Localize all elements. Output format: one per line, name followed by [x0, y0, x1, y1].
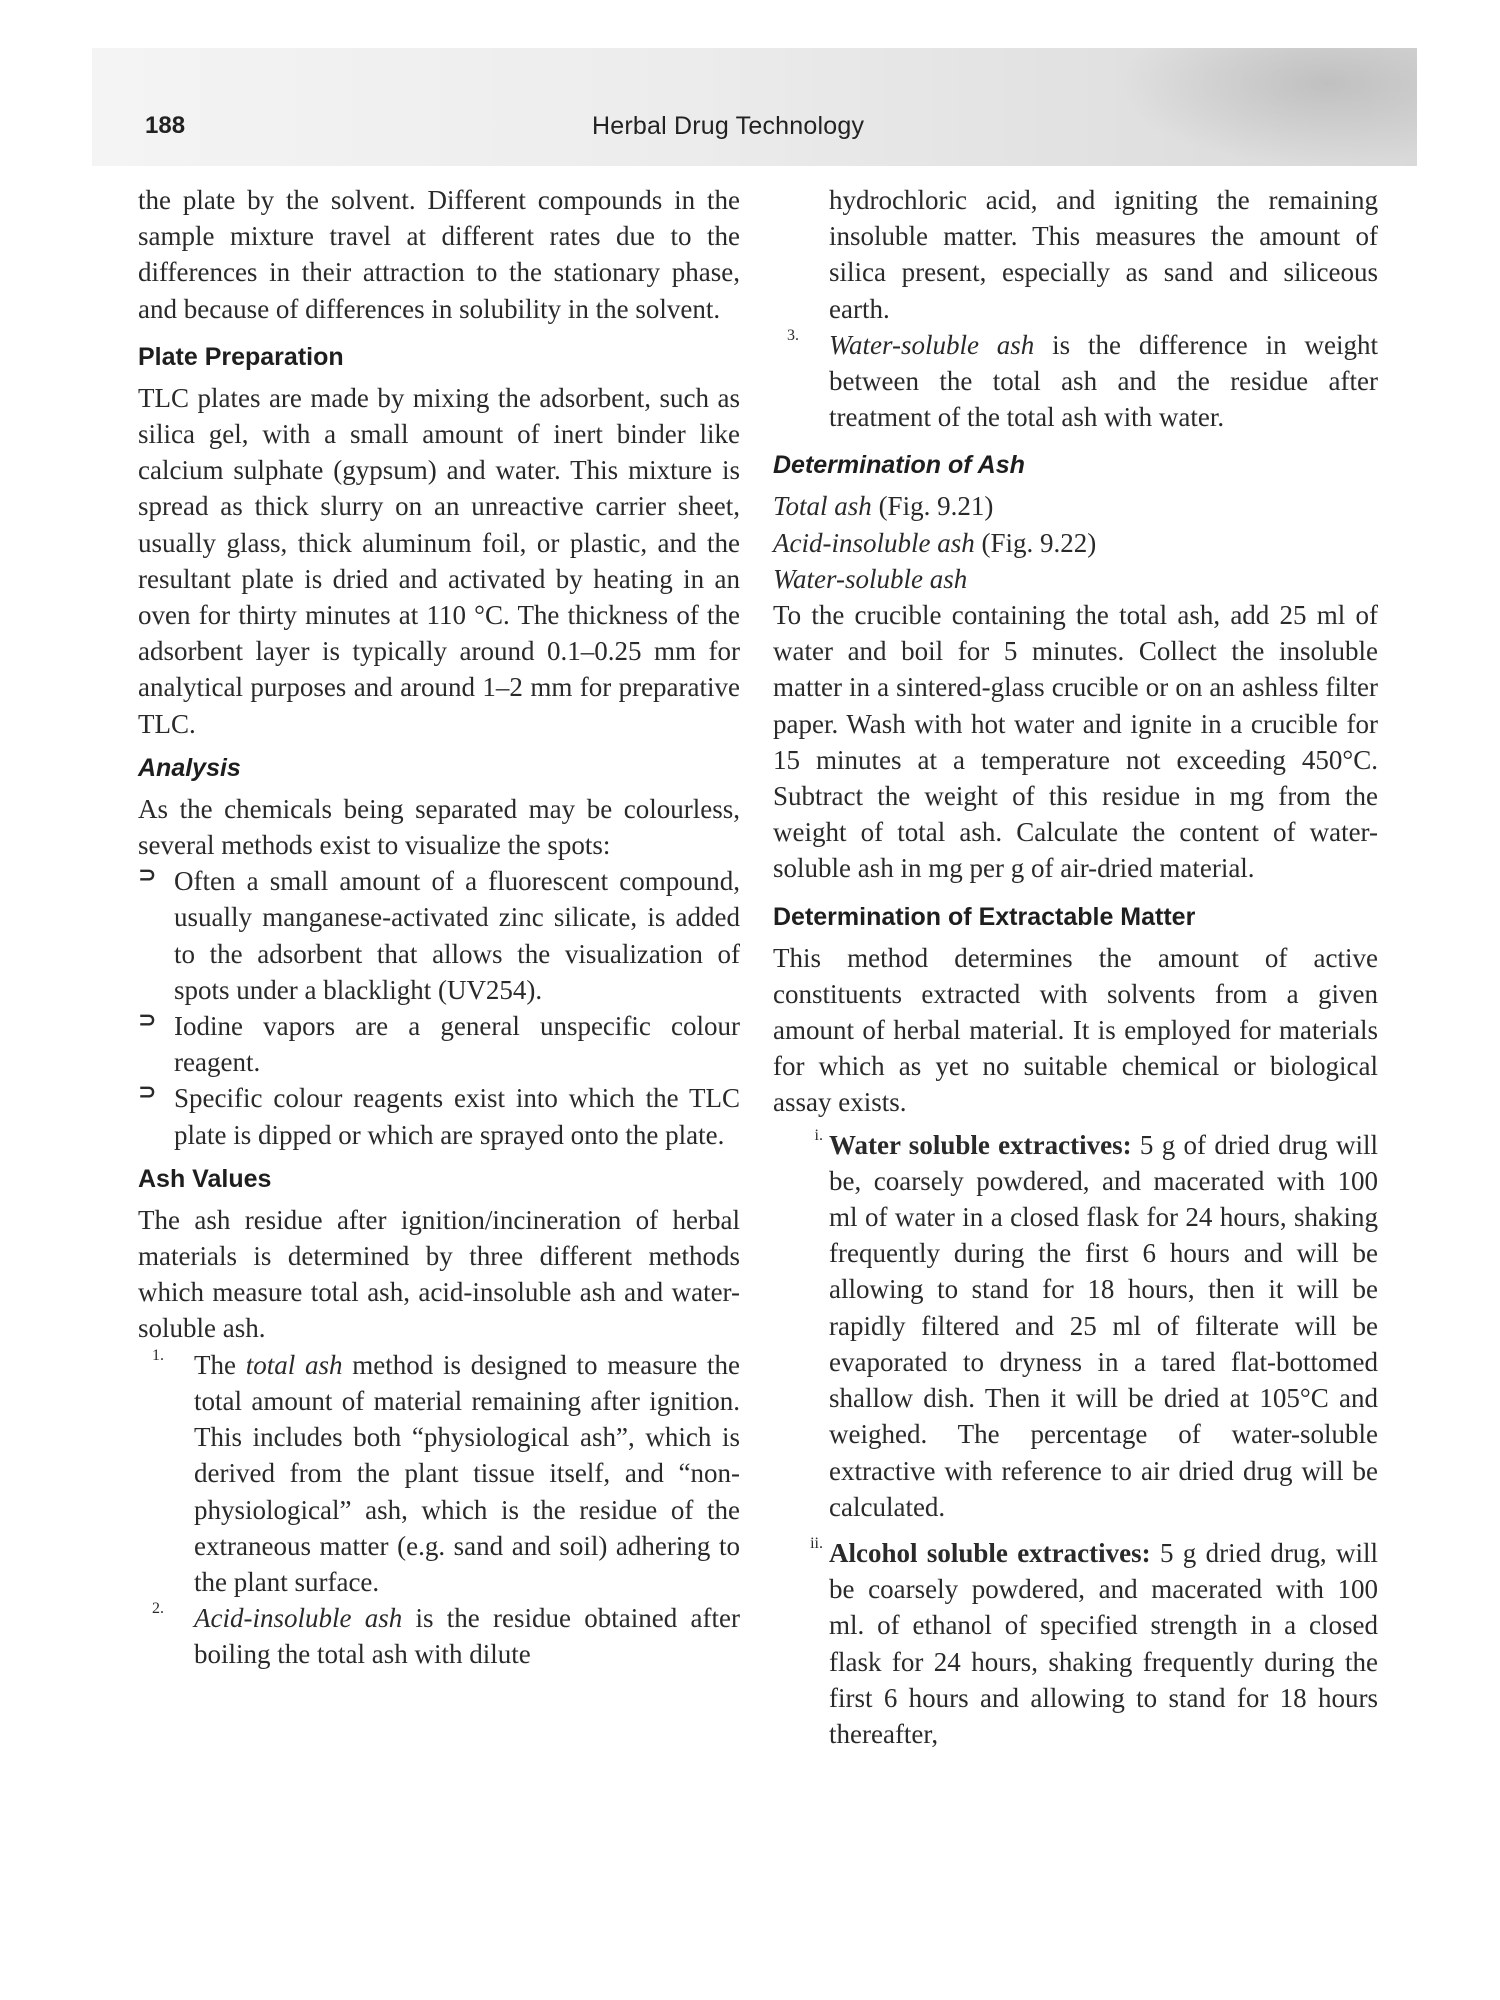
item-number: ii. [810, 1534, 823, 1552]
water-soluble-ash-paragraph: To the crucible containing the total ash, add 25 ml of water and boil for 5 minutes. Collect the insoluble matter in a sintered-glass crucible or on an ashless filter paper. Wash with hot water and ignite in a crucible for 15 minutes at a temperature not exceeding 450°C. Subtract the weight of this residue in mg from the weight of total ash. Calculate the content of water-soluble ash in mg per g of air-dried material. [773, 600, 1378, 884]
bullet-mark: ⊃ [138, 1080, 157, 1106]
list-item [138, 1347, 740, 1600]
ash-methods-list [138, 1347, 740, 1673]
right-column [773, 182, 1378, 1762]
acid-insoluble-ash-item: Acid-insoluble ash is the residue obtained after boiling the total ash with dilute [194, 1603, 740, 1670]
left-column [138, 182, 740, 1673]
item-number: 3. [787, 326, 799, 344]
bullet-text: Often a small amount of a fluorescent compound, usually manganese-activated zinc silicate, is added to the adsorbent that allows the visualization of spots under a blacklight (UV254). [174, 866, 740, 1005]
acid-insoluble-ash-line: Acid-insoluble ash (Fig. 9.22) [773, 527, 1097, 558]
list-item [138, 1600, 740, 1672]
header-band [92, 48, 1417, 166]
list-item [773, 1127, 1378, 1525]
ash-methods-list-continued [773, 182, 1378, 435]
analysis-heading: Analysis [138, 753, 241, 782]
water-soluble-extractives-item: Water soluble extractives: 5 g of dried drug will be, coarsely powdered, and macerated with 100 ml of water in a closed flask for 24 hours, shaking frequently during the first 6 hours and will be allowing to stand for 18 hours, then it will be rapidly filtered and 25 ml of filterate will be evaporated to dryness in a tared flat-bottomed shallow dish. Then it will be dried at 105°C and weighed. The percentage of water-soluble extractive with reference to air dried drug will be calculated. [829, 1129, 1378, 1522]
list-item [773, 327, 1378, 436]
water-soluble-ash-line: Water-soluble ash [773, 563, 968, 594]
item-number: 2. [152, 1600, 164, 1618]
bullet-text: Specific colour reagents exist into which the TLC plate is dipped or which are sprayed onto the plate. [174, 1083, 740, 1150]
ash-values-paragraph: The ash residue after ignition/incineration of herbal materials is determined by three different methods which measure total ash, acid-insoluble ash and water-soluble ash. [138, 1204, 740, 1344]
list-item [138, 863, 740, 1008]
extractives-list [773, 1127, 1378, 1752]
water-soluble-ash-item: Water-soluble ash is the difference in weight between the total ash and the residue after treatment of the total ash with water. [829, 329, 1378, 433]
running-title: Herbal Drug Technology [592, 112, 865, 140]
alcohol-soluble-extractives-item: Alcohol soluble extractives: 5 g dried drug, will be coarsely powdered, and macerated with 100 ml. of ethanol of specified strength in a closed flask for 24 hours, shaking frequently during the first 6 hours and allowing to stand for 18 hours thereafter, [829, 1537, 1378, 1749]
analysis-paragraph: As the chemicals being separated may be colourless, several methods exist to visualize the spots: [138, 793, 740, 861]
list-item [773, 182, 1378, 327]
bullet-text: Iodine vapors are a general unspecific colour reagent. [174, 1011, 740, 1078]
extractable-matter-paragraph: This method determines the amount of active constituents extracted with solvents from a given amount of herbal material. It is employed for materials for which as yet no suitable chemical or biological assay exists. [773, 942, 1378, 1118]
bullet-mark: ⊃ [138, 1008, 157, 1034]
determination-of-extractable-matter-heading: Determination of Extractable Matter [773, 902, 1196, 931]
acid-insoluble-ash-continued: hydrochloric acid, and igniting the remaining insoluble matter. This measures the amount of silica present, especially as sand and siliceous earth. [829, 185, 1378, 324]
ash-values-heading: Ash Values [138, 1164, 272, 1193]
intro-paragraph: the plate by the solvent. Different compounds in the sample mixture travel at different rates due to the differences in their attraction to the stationary phase, and because of differences in solubility in the solvent. [138, 185, 740, 324]
total-ash-item: The total ash method is designed to measure the total amount of material remaining after ignition. This includes both “physiological ash”, which is derived from the plant tissue itself, and “non-physiological” ash, which is the residue of the extraneous matter (e.g. sand and soil) adhering to the plant surface. [194, 1349, 741, 1597]
visualization-methods-list [138, 863, 740, 1153]
item-number: 1. [152, 1346, 164, 1364]
list-item [773, 1535, 1378, 1752]
list-item [138, 1080, 740, 1152]
determination-of-ash-heading: Determination of Ash [773, 451, 1025, 480]
plate-preparation-paragraph: TLC plates are made by mixing the adsorbent, such as silica gel, with a small amount of inert binder like calcium sulphate (gypsum) and water. This mixture is spread as thick slurry on an unreactive carrier sheet, usually glass, thick aluminum foil, or plastic, and the resultant plate is dried and activated by heating in an oven for thirty minutes at 110 °C. The thickness of the adsorbent layer is typically around 0.1–0.25 mm for analytical purposes and around 1–2 mm for preparative TLC. [138, 382, 740, 739]
total-ash-line: Total ash (Fig. 9.21) [773, 491, 994, 522]
page-number: 188 [145, 112, 186, 139]
bullet-mark: ⊃ [138, 863, 157, 889]
list-item [138, 1008, 740, 1080]
plate-preparation-heading: Plate Preparation [138, 342, 344, 371]
item-number: i. [814, 1126, 823, 1144]
